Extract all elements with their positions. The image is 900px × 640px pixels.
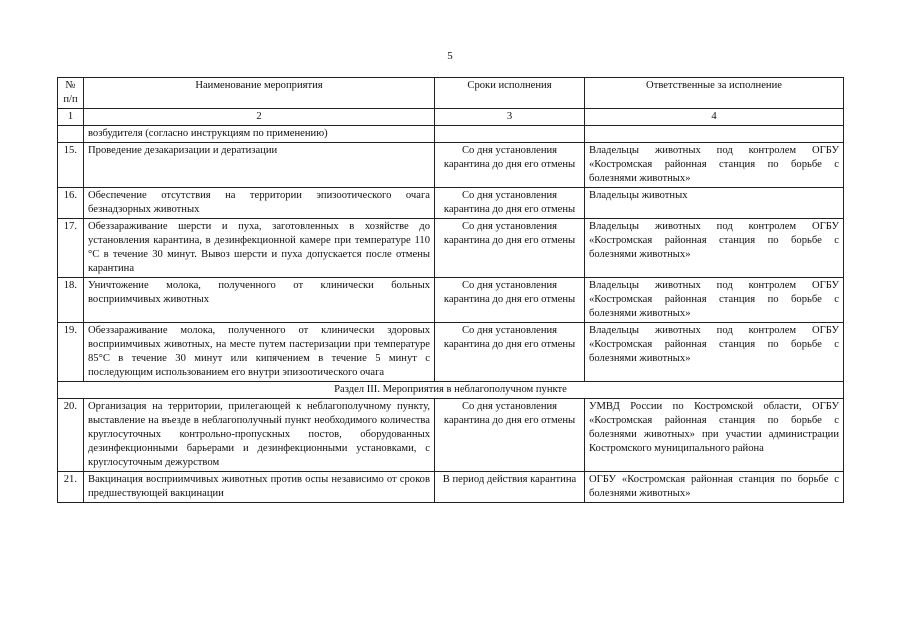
column-number: 4 (585, 109, 844, 126)
measure-term: В период действия карантина (435, 472, 585, 503)
header-name: Наименование мероприятия (84, 78, 435, 109)
measure-name: Обеспечение отсутствия на территории эпизоотического очага безнадзорных животных (84, 188, 435, 219)
measure-term: Со дня установления карантина до дня его отмены (435, 278, 585, 323)
measure-term: Со дня установления карантина до дня его отмены (435, 188, 585, 219)
measure-name: Проведение дезакаризации и дератизации (84, 143, 435, 188)
row-number: 17. (58, 219, 84, 278)
page-number: 5 (447, 50, 453, 62)
measure-responsible: Владельцы животных под контролем ОГБУ «Костромская районная станция по борьбе с болезнями животных» (585, 323, 844, 382)
row-number: 19. (58, 323, 84, 382)
table-header-row (58, 78, 844, 109)
table-row (58, 219, 844, 278)
measure-term: Со дня установления карантина до дня его отмены (435, 219, 585, 278)
measure-responsible: Владельцы животных (585, 188, 844, 219)
header-num: № п/п (58, 78, 84, 109)
column-number: 2 (84, 109, 435, 126)
header-term: Сроки исполнения (435, 78, 585, 109)
measure-term: Со дня установления карантина до дня его отмены (435, 323, 585, 382)
measure-name: Уничтожение молока, полученного от клинически больных восприимчивых животных (84, 278, 435, 323)
measure-responsible: Владельцы животных под контролем ОГБУ «Костромская районная станция по борьбе с болезнями животных» (585, 278, 844, 323)
measure-responsible: ОГБУ «Костромская районная станция по борьбе с болезнями животных» (585, 472, 844, 503)
row-number: 20. (58, 399, 84, 472)
measures-table (57, 77, 844, 503)
table-row (58, 399, 844, 472)
continuation-row (58, 126, 844, 143)
header-responsible: Ответственные за исполнение (585, 78, 844, 109)
measure-name: Обеззараживание молока, полученного от клинически здоровых восприимчивых животных, на месте путем пастеризации при температуре 85°С в течение 30 минут или кипячением в течение 5 минут с последующим использованием его внутри эпизоотического очага (84, 323, 435, 382)
row-number: 15. (58, 143, 84, 188)
measure-term: Со дня установления карантина до дня его отмены (435, 399, 585, 472)
table-row (58, 472, 844, 503)
table-row (58, 278, 844, 323)
table-row (58, 323, 844, 382)
measure-name: Вакцинация восприимчивых животных против оспы независимо от сроков предшествующей вакцинации (84, 472, 435, 503)
measure-responsible: Владельцы животных под контролем ОГБУ «Костромская районная станция по борьбе с болезнями животных» (585, 219, 844, 278)
section-title: Раздел III. Мероприятия в неблагополучном пункте (58, 382, 844, 399)
measure-responsible: Владельцы животных под контролем ОГБУ «Костромская районная станция по борьбе с болезнями животных» (585, 143, 844, 188)
column-number-row (58, 109, 844, 126)
measure-name: Организация на территории, прилегающей к неблагополучному пункту, выставление на въезде в неблагополучный пункт необходимого количества круглосуточных контрольно-пропускных постов, оборудованных дезинфекционными барьерами и дезинфекционными установками, с круглосуточным дежурством (84, 399, 435, 472)
column-number: 3 (435, 109, 585, 126)
measure-term: Со дня установления карантина до дня его отмены (435, 143, 585, 188)
section-row (58, 382, 844, 399)
table-row (58, 188, 844, 219)
measure-name: Обеззараживание шерсти и пуха, заготовленных в хозяйстве до установления карантина, в дезинфекционной камере при температуре 110 °С в течение 30 минут. Вывоз шерсти и пуха допускается после отмены карантина (84, 219, 435, 278)
continuation-text: возбудителя (согласно инструкциям по применению) (84, 126, 435, 143)
table-row (58, 143, 844, 188)
row-number: 18. (58, 278, 84, 323)
column-number: 1 (58, 109, 84, 126)
row-number: 16. (58, 188, 84, 219)
row-number: 21. (58, 472, 84, 503)
measure-responsible: УМВД России по Костромской области, ОГБУ «Костромская районная станция по борьбе с болезнями животных» при участии администрации Костромского муниципального района (585, 399, 844, 472)
